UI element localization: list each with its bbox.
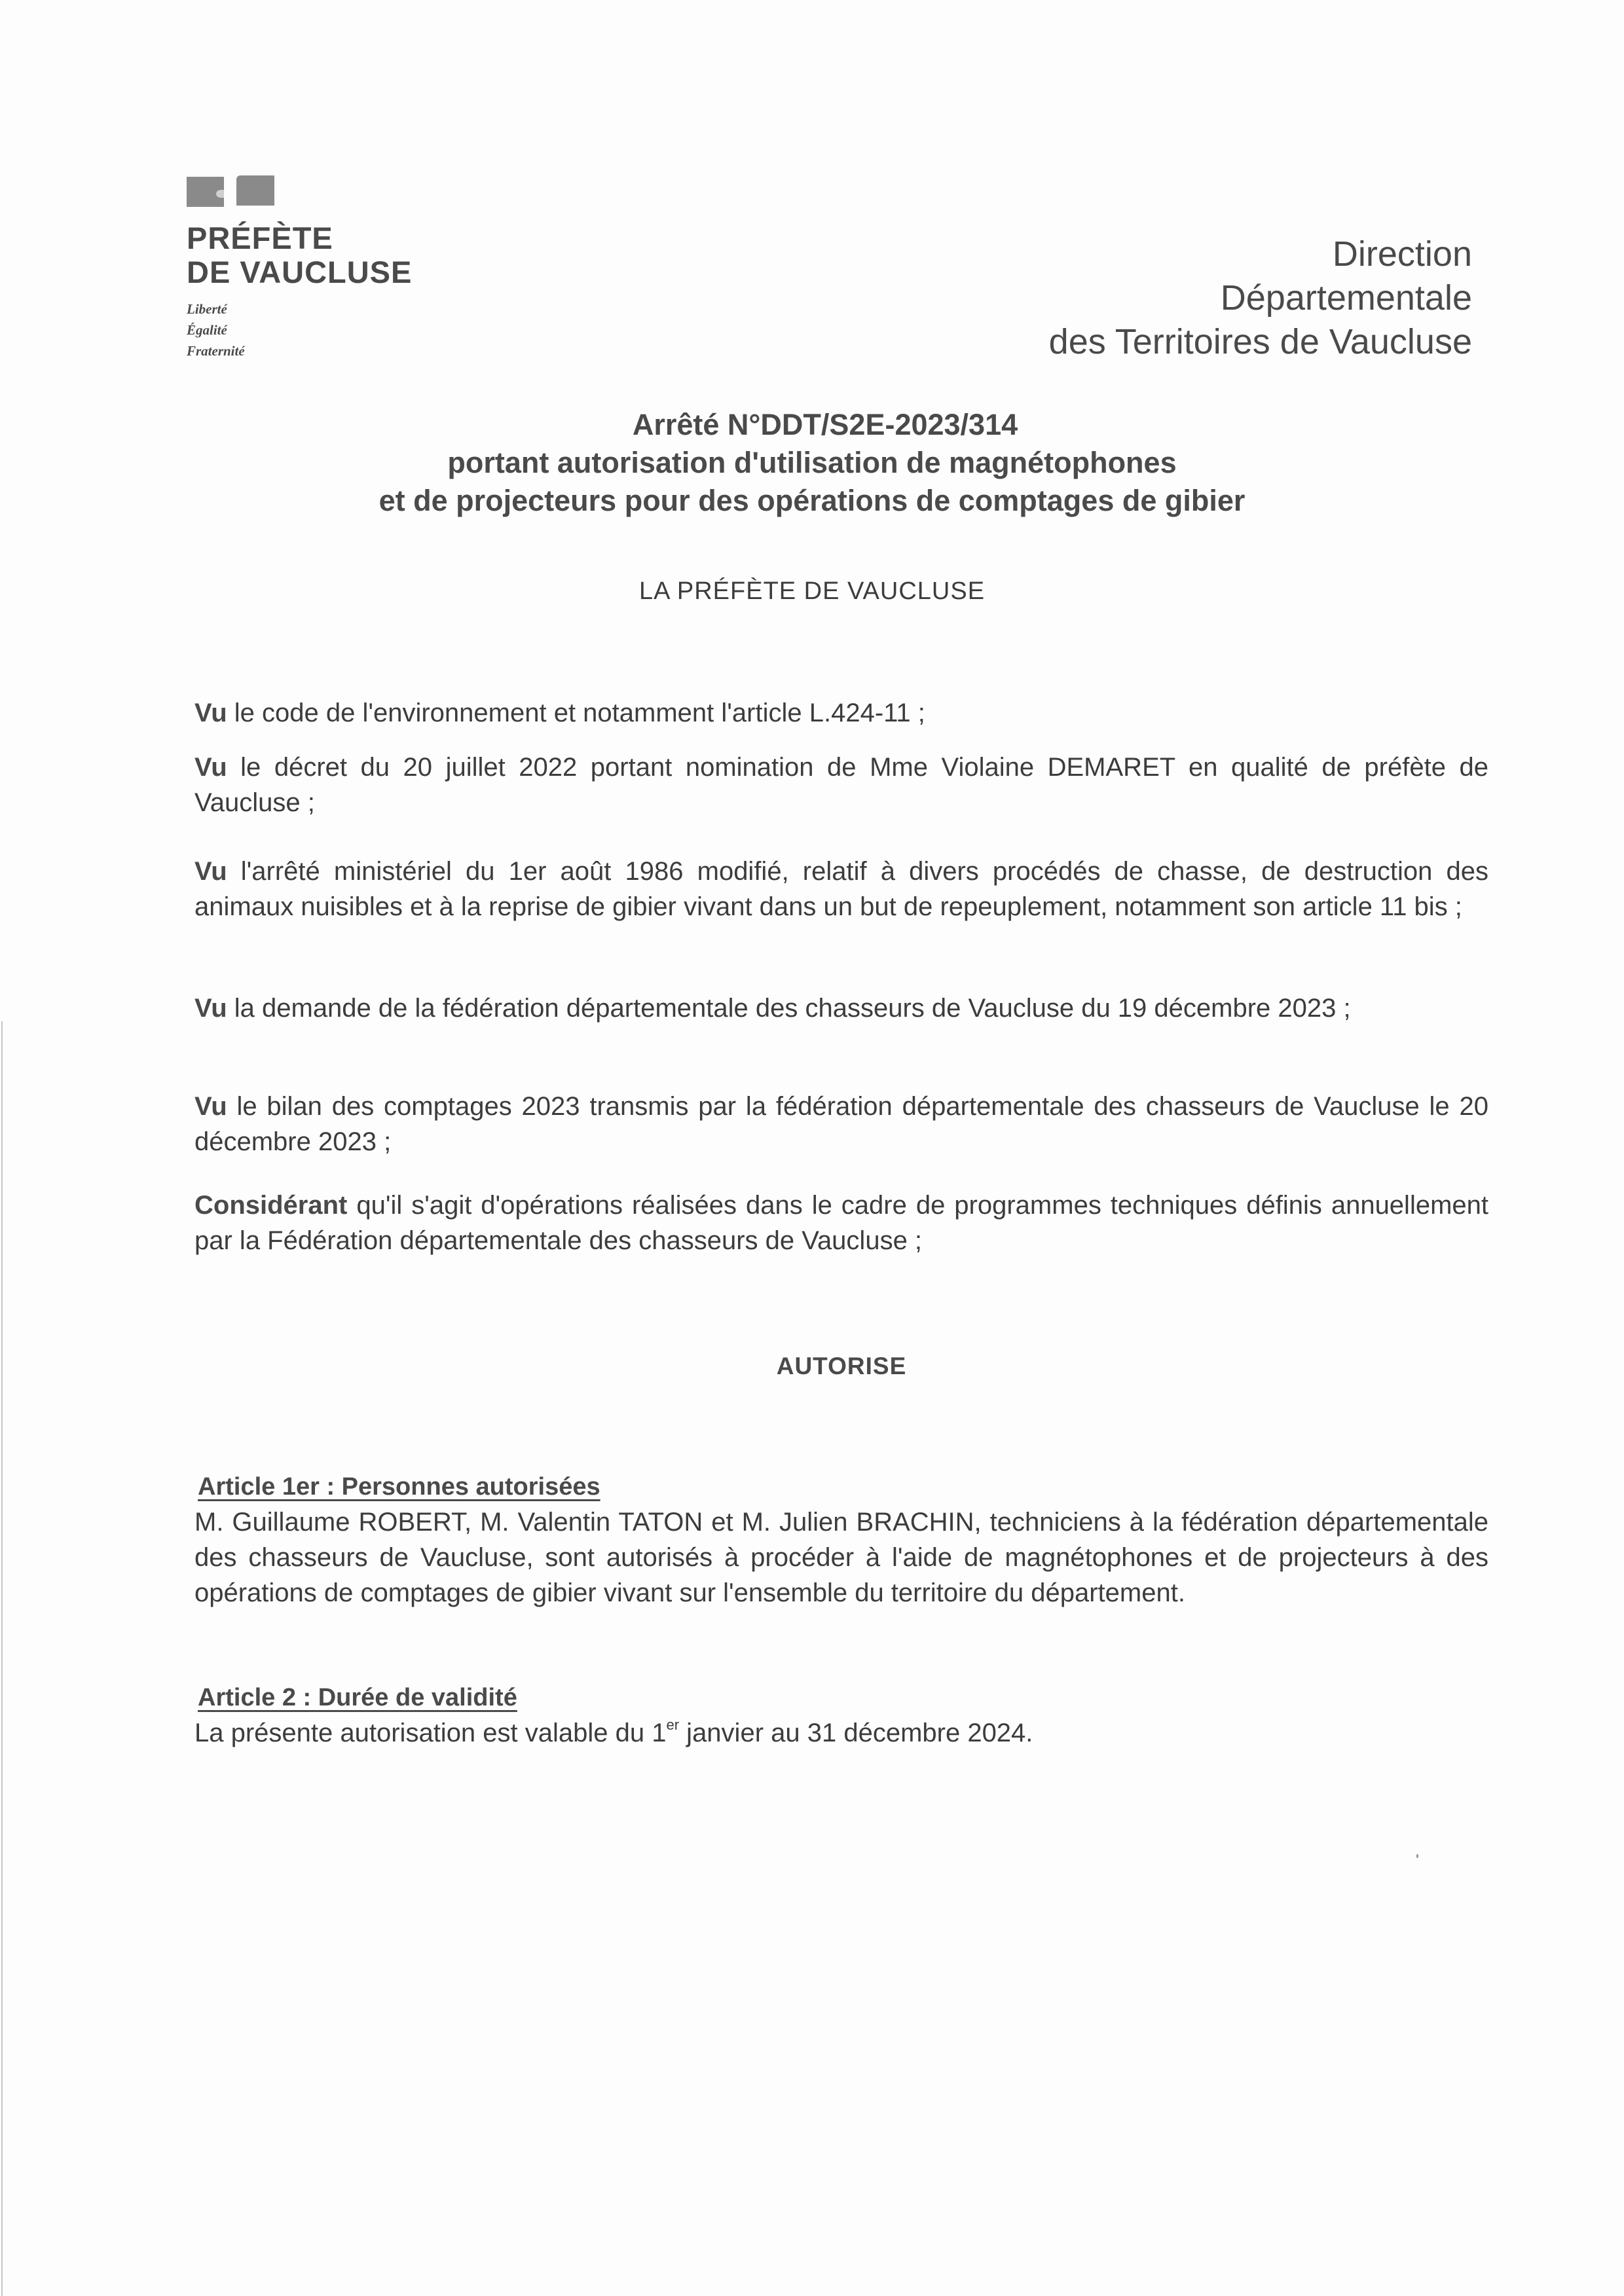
decree-subject-line-1: portant autorisation d'utilisation de magnétophones xyxy=(447,446,1177,479)
direction-line-3: des Territoires de Vaucluse xyxy=(1048,322,1472,361)
republic-motto xyxy=(187,299,412,361)
recital-lead: Vu xyxy=(194,994,227,1023)
decree-number: Arrêté N°DDT/S2E-2023/314 xyxy=(632,408,1018,441)
article-1-text: M. Guillaume ROBERT, M. Valentin TATON et M. Julien BRACHIN, techniciens à la fédération départementale des chasseurs de Vaucluse, sont autorisés à procéder à l'aide de magnétophones et de projecteurs à des opérations de comptages de gibier vivant sur l'ensemble du territoire du département. xyxy=(194,1508,1488,1607)
motto-fraternite: Fraternité xyxy=(187,343,245,359)
marianne-flag-icon xyxy=(187,175,275,207)
decree-title xyxy=(0,406,1624,520)
ordinal-superscript: er xyxy=(666,1717,680,1733)
recital-lead: Vu xyxy=(194,1092,227,1121)
recital-text: l'arrêté ministériel du 1er août 1986 modifié, relatif à divers procédés de chasse, de destruction des animaux nuisibles et à la reprise de gibier vivant dans un but de repeuplement, notamment son article 11 bis ; xyxy=(194,857,1488,921)
decision-heading: AUTORISE xyxy=(776,1353,907,1379)
recital-text: le bilan des comptages 2023 transmis par la fédération départementale des chasseurs de Vaucluse le 20 décembre 2023 ; xyxy=(194,1092,1488,1156)
flag-right-block xyxy=(236,175,274,206)
direction-line-1: Direction xyxy=(1332,234,1472,274)
recital xyxy=(194,695,1488,731)
recital-text: qu'il s'agit d'opérations réalisées dans le cadre de programmes techniques définis annuellement par la Fédération départementale des chasseurs de Vaucluse ; xyxy=(194,1191,1488,1255)
authority-line-2: DE VAUCLUSE xyxy=(187,255,413,289)
considering-clause xyxy=(194,1188,1488,1258)
recital-text: le code de l'environnement et notamment l'article L.424-11 ; xyxy=(227,699,925,727)
recital-lead: Vu xyxy=(194,699,227,727)
article-2-text xyxy=(194,1715,1488,1751)
recital-text: la demande de la fédération départementale des chasseurs de Vaucluse du 19 décembre 2023 ; xyxy=(227,994,1351,1023)
recital-lead: Vu xyxy=(194,753,227,782)
prefecture-logo xyxy=(187,175,412,361)
recital xyxy=(194,750,1488,820)
recital-lead: Vu xyxy=(194,857,227,886)
motto-liberte: Liberté xyxy=(187,301,227,317)
article-1-heading: Article 1er : Personnes autorisées xyxy=(198,1473,600,1501)
recital xyxy=(194,991,1488,1026)
article-2-heading: Article 2 : Durée de validité xyxy=(198,1684,517,1711)
decree-subject-line-2: et de projecteurs pour des opérations de comptages de gibier xyxy=(378,484,1246,517)
motto-egalite: Égalité xyxy=(187,322,227,338)
recital xyxy=(194,854,1488,924)
recital-lead: Considérant xyxy=(194,1191,348,1220)
article-2-text-end: janvier au 31 décembre 2024. xyxy=(679,1719,1033,1747)
article-2-text-start: La présente autorisation est valable du 1 xyxy=(194,1719,667,1747)
issuing-direction xyxy=(1049,232,1472,364)
issuer-heading: LA PRÉFÈTE DE VAUCLUSE xyxy=(638,577,986,605)
authority-name xyxy=(187,221,412,289)
authority-line-1: PRÉFÈTE xyxy=(187,221,333,255)
flag-left-block xyxy=(187,177,224,207)
recital-text: le décret du 20 juillet 2022 portant nomination de Mme Violaine DEMARET en qualité de préfète de Vaucluse ; xyxy=(194,753,1488,817)
scan-speck xyxy=(1416,1854,1418,1858)
scan-edge-line xyxy=(1,1021,3,2296)
direction-line-2: Départementale xyxy=(1220,278,1472,318)
recital xyxy=(194,1089,1488,1159)
